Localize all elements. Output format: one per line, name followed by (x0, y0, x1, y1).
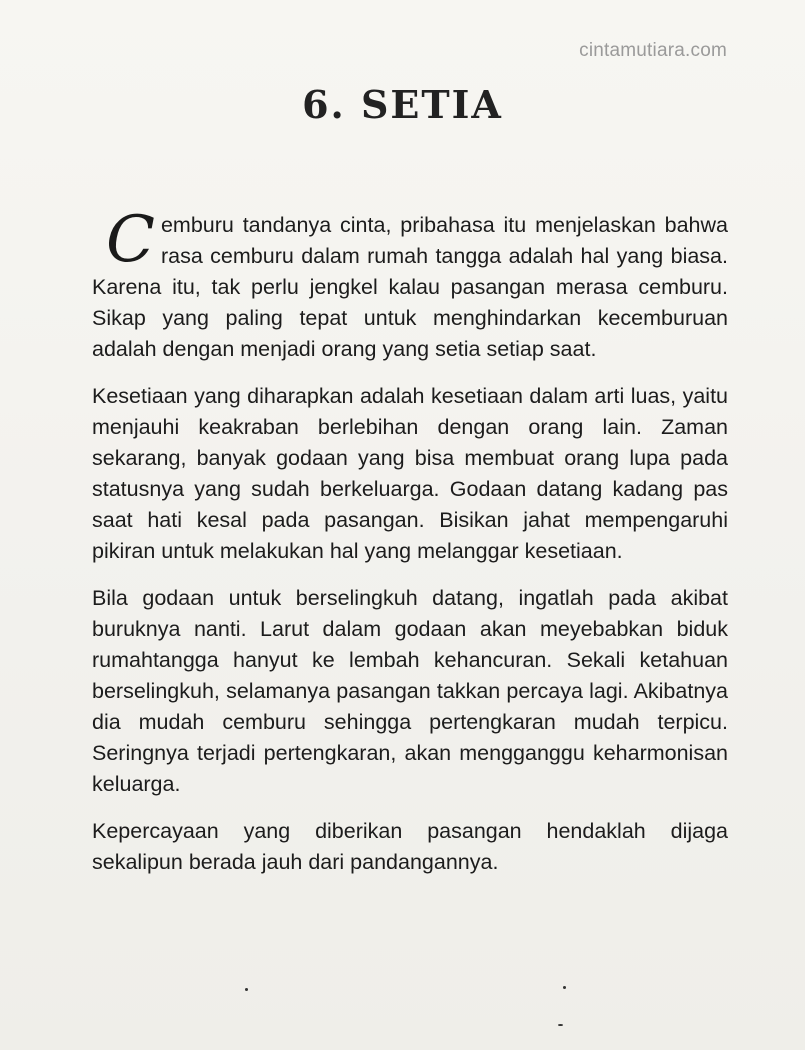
paragraph-2: Kesetiaan yang diharapkan adalah kesetiaan dalam arti luas, yaitu menjauhi keakraban berlebihan dengan orang lain. Zaman sekarang, banyak godaan yang bisa membuat orang lupa pada statusnya yang sudah berkeluarga. Godaan datang kadang pas saat hati kesal pada pasangan. Bisikan jahat mempengaruhi pikiran untuk melakukan hal yang melanggar kesetiaan. (92, 384, 728, 563)
paragraph-3: Bila godaan untuk berselingkuh datang, ingatlah pada akibat buruknya nanti. Larut dalam godaan akan meyebabkan biduk rumahtangga hanyut ke lembah kehancuran. Sekali ketahuan berselingkuh, selamanya pasangan takkan percaya lagi. Akibatnya dia mudah cemburu sehingga pertengkaran mudah terpicu. Seringnya terjadi pertengkaran, akan mengganggu keharmonisan keluarga. (92, 586, 728, 796)
scan-speck (558, 1024, 563, 1026)
body-text (92, 203, 728, 894)
paragraph-1-text: emburu tandanya cinta, pribahasa itu menjelaskan bahwa rasa cemburu dalam rumah tangga adalah hal yang biasa. Karena itu, tak perlu jengkel kalau pasangan merasa cemburu. Sikap yang paling tepat untuk menghindarkan kecemburuan adalah dengan menjadi orang yang setia setiap saat. (92, 213, 728, 361)
scan-speck (563, 986, 566, 989)
drop-cap: C (106, 203, 155, 277)
scan-speck (245, 988, 248, 991)
watermark: cintamutiara.com (579, 40, 727, 61)
chapter-title: 6. SETIA (302, 82, 503, 127)
paragraph-4: Kepercayaan yang diberikan pasangan hendaklah dijaga sekalipun berada jauh dari pandangannya. (92, 819, 728, 874)
paragraph-1 (92, 203, 728, 365)
